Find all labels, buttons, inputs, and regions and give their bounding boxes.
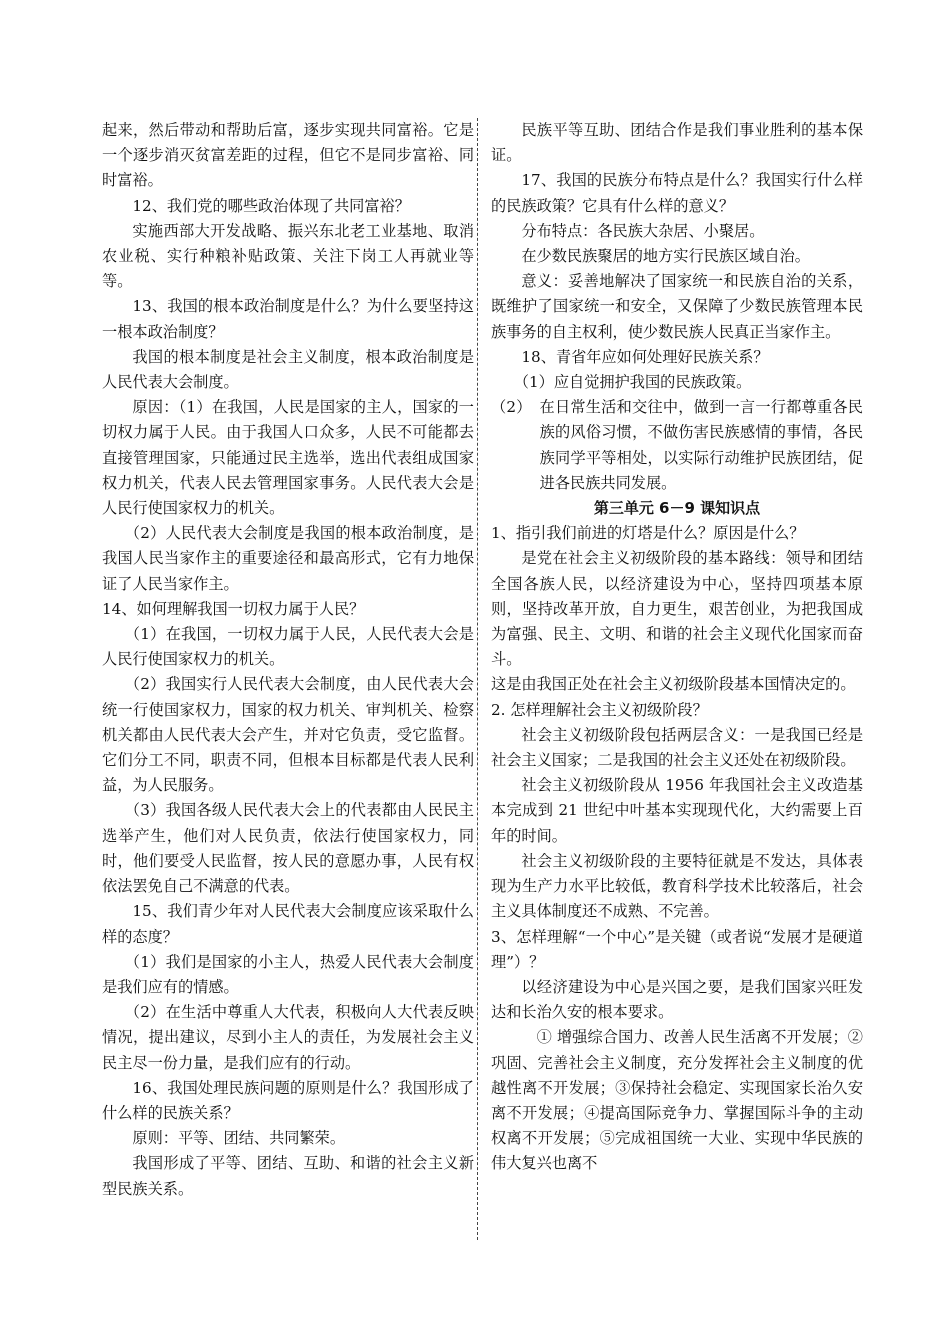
- paragraph: 是党在社会主义初级阶段的基本路线：领导和团结全国各族人民，以经济建设为中心，坚持四项基本原则，坚持改革开放，自力更生，艰苦创业，为把我国成为富强、民主、文明、和谐的社会主义现代化国家而奋斗。: [491, 549, 863, 669]
- column-divider: [477, 118, 478, 1240]
- paragraph: 17、我国的民族分布特点是什么？我国实行什么样的民族政策？它具有什么样的意义？: [491, 171, 863, 215]
- paragraph: （3）我国各级人民代表大会上的代表都由人民民主选举产生，他们对人民负责，依法行使国家权力，同时，他们要受人民监督，按人民的意愿办事，人民有权依法罢免自己不满意的代表。: [102, 801, 474, 896]
- left-column: [102, 118, 474, 1202]
- paragraph: （2）人民代表大会制度是我国的根本政治制度，是我国人民当家作主的重要途径和最高形式，它有力地保证了人民当家作主。: [102, 524, 474, 593]
- paragraph: 社会主义初级阶段包括两层含义：一是我国已经是社会主义国家；二是我国的社会主义还处在初级阶段。: [491, 725, 863, 770]
- paragraph: 1、指引我们前进的灯塔是什么？原因是什么？: [491, 524, 805, 543]
- paragraph: 2. 怎样理解社会主义初级阶段？: [491, 700, 708, 719]
- paragraph: 意义：妥善地解决了国家统一和民族自治的关系，既维护了国家统一和安全，又保障了少数民族管理本民族事务的自主权利，使少数民族人民真正当家作主。: [491, 272, 863, 341]
- section-heading: 第三单元 6－9 课知识点: [593, 499, 761, 518]
- paragraph: 这是由我国正处在社会主义初级阶段基本国情决定的。: [491, 675, 856, 694]
- paragraph: 16、我国处理民族问题的原则是什么？我国形成了什么样的民族关系？: [102, 1078, 474, 1122]
- paragraph: （2）我国实行人民代表大会制度，由人民代表大会统一行使国家权力，国家的权力机关、审判机关、检察机关都由人民代表大会产生，并对它负责，受它监督。它们分工不同，职责不同，但根本目标都是代表人民利益，为人民服务。: [102, 675, 474, 795]
- paragraph: ① 增强综合国力、改善人民生活离不开发展；②巩固、完善社会主义制度，充分发挥社会主义制度的优越性离不开发展；③保持社会稳定、实现国家长治久安离不开发展；④提高国际竞争力、掌握国际斗争的主动权离不开发展；⑤完成祖国统一大业、实现中华民族的伟大复兴也离不: [491, 1028, 863, 1173]
- paragraph: 分布特点：各民族大杂居、小聚居。: [521, 221, 765, 240]
- paragraph: 14、如何理解我国一切权力属于人民？: [102, 599, 365, 618]
- paragraph: 原则：平等、团结、共同繁荣。: [132, 1129, 346, 1148]
- paragraph: 我国形成了平等、团结、互助、和谐的社会主义新型民族关系。: [102, 1154, 474, 1198]
- paragraph: 12、我们党的哪些政治体现了共同富裕？: [132, 196, 410, 215]
- paragraph: 18、青省年应如何处理好民族关系？: [521, 347, 769, 366]
- paragraph: 在少数民族聚居的地方实行民族区域自治。: [521, 247, 810, 266]
- paragraph: 社会主义初级阶段从 1956 年我国社会主义改造基本完成到 21 世纪中叶基本实现现代化，大约需要上百年的时间。: [491, 776, 863, 845]
- paragraph: 社会主义初级阶段的主要特征就是不发达，具体表现为生产力水平比较低，教育科学技术比较落后，社会主义具体制度还不成熟、不完善。: [491, 851, 863, 921]
- paragraph: （1）应自觉拥护我国的民族政策。: [513, 373, 752, 392]
- paragraph: 实施西部大开发战略、振兴东北老工业基地、取消农业税、实行种粮补贴政策、关注下岗工人再就业等等。: [102, 221, 474, 291]
- paragraph: 以经济建设为中心是兴国之要，是我们国家兴旺发达和长治久安的根本要求。: [491, 977, 863, 1022]
- paragraph: 原因：（1）在我国，人民是国家的主人，国家的一切权力属于人民。由于我国人口众多，人民不可能都去直接管理国家，只能通过民主选举，选出代表组成国家权力机关，代表人民去管理国家事务。人民代表大会是人民行使国家权力的机关。: [102, 398, 474, 518]
- paragraph: （2） 在日常生活和交往中，做到一言一行都尊重各民族的风俗习惯，不做伤害民族感情的事情，各民族同学平等相处，以实际行动维护民族团结，促进各民族共同发展。: [491, 398, 863, 492]
- paragraph: 13、我国的根本政治制度是什么？为什么要坚持这一根本政治制度？: [102, 297, 474, 341]
- right-column: [491, 118, 863, 1177]
- paragraph: 3、怎样理解“一个中心”是关键（或者说“发展才是硬道理”）？: [491, 927, 863, 971]
- paragraph: 起来，然后带动和帮助后富，逐步实现共同富裕。它是一个逐步消灭贫富差距的过程，但它不是同步富裕、同时富裕。: [102, 121, 474, 190]
- paragraph: 民族平等互助、团结合作是我们事业胜利的基本保证。: [491, 121, 863, 165]
- paragraph: （1）在我国，一切权力属于人民，人民代表大会是人民行使国家权力的机关。: [102, 625, 474, 669]
- paragraph: 15、我们青少年对人民代表大会制度应该采取什么样的态度？: [102, 902, 474, 946]
- paragraph: （1）我们是国家的小主人，热爱人民代表大会制度是我们应有的情感。: [102, 952, 474, 996]
- paragraph: 我国的根本制度是社会主义制度，根本政治制度是人民代表大会制度。: [102, 347, 474, 392]
- paragraph: （2）在生活中尊重人大代表，积极向人大代表反映情况，提出建议，尽到小主人的责任，为发展社会主义民主尽一份力量，是我们应有的行动。: [102, 1003, 474, 1072]
